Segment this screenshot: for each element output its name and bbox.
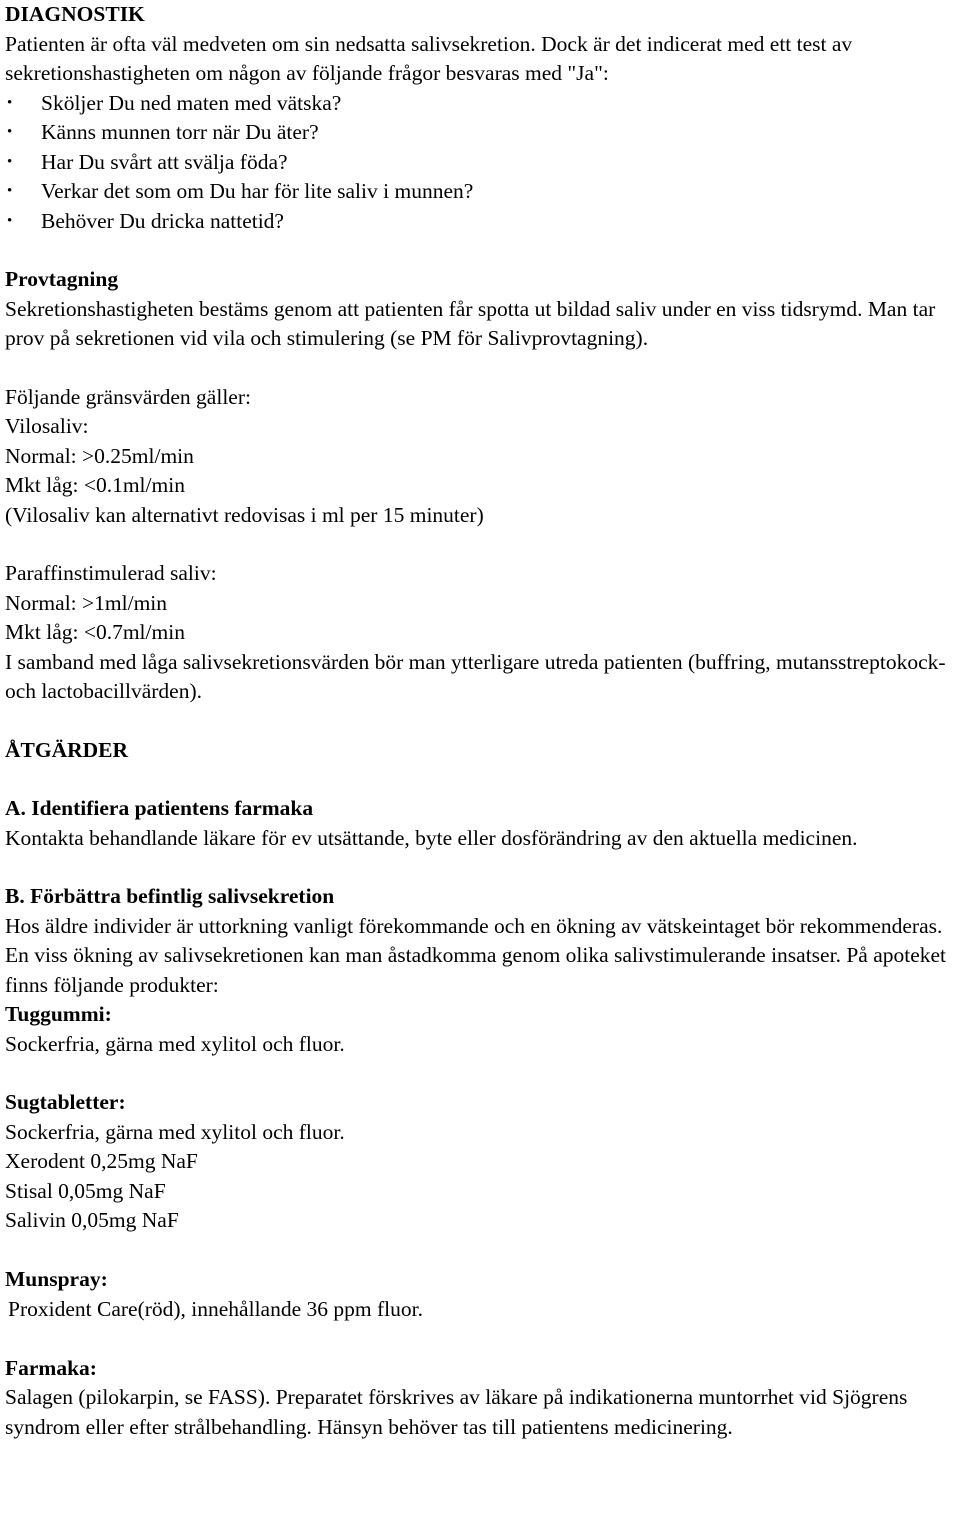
followup-text: I samband med låga salivsekretionsvärden bör man ytterligare utreda patienten (buffring, mutansstreptokock- och lactobacillvärden). <box>5 649 946 703</box>
paraffin-normal: Normal: >1ml/min <box>5 590 168 615</box>
question-text: Behöver Du dricka nattetid? <box>41 208 284 233</box>
tuggummi-text: Sockerfria, gärna med xylitol och fluor. <box>5 1031 345 1056</box>
paraffin-low: Mkt låg: <0.7ml/min <box>5 620 185 644</box>
munspray-label: Munspray: <box>5 1267 108 1291</box>
list-item <box>5 148 956 178</box>
spacer <box>5 707 956 736</box>
question-text: Känns munnen torr när Du äter? <box>41 120 319 144</box>
section-a-heading: A. Identifiera patientens farmaka <box>5 796 314 820</box>
section-b-text-2: En viss ökning av salivsekretionen kan man åstadkomma genom olika salivstimulerande insatser. På apoteket finns följande produkter: <box>5 943 947 997</box>
list-item <box>5 118 956 148</box>
section-b-heading: B. Förbättra befintlig salivsekretion <box>5 884 335 908</box>
atgarder-heading: ÅTGÄRDER <box>5 737 129 762</box>
farmaka-text: Salagen (pilokarpin, se FASS). Preparatet förskrives av läkare på indikationerna muntorrhet vid Sjögrens syndrom eller efter strålbehandling. Hänsyn behöver tas till patientens medicinering. <box>5 1385 908 1439</box>
spacer <box>5 354 956 383</box>
vilosaliv-label: Vilosaliv: <box>5 414 89 438</box>
bullet-icon: • <box>7 212 13 229</box>
diagnostik-heading: DIAGNOSTIK <box>5 2 145 26</box>
bullet-icon: • <box>7 183 13 199</box>
spacer <box>5 1059 956 1088</box>
question-list <box>5 89 956 237</box>
question-text: Verkar det som om Du har för lite saliv i munnen? <box>41 179 474 203</box>
spacer <box>5 765 956 794</box>
diagnostik-intro: Patienten är ofta väl medveten om sin nedsatta salivsekretion. Dock är det indicerat med ett test av sekretionshastigheten om någon av följande frågor besvaras med "Ja": <box>5 31 853 85</box>
bullet-icon: • <box>7 94 13 111</box>
spacer <box>5 1236 956 1266</box>
spacer <box>5 236 956 265</box>
product-item: Xerodent 0,25mg NaF <box>5 1149 198 1173</box>
tuggummi-label: Tuggummi: <box>5 1002 112 1026</box>
provtagning-heading: Provtagning <box>5 267 119 291</box>
munspray-text: Proxident Care(röd), innehållande 36 ppm fluor. <box>8 1296 423 1321</box>
farmaka-label: Farmaka: <box>5 1355 97 1380</box>
list-item <box>5 89 956 119</box>
product-item: Stisal 0,05mg NaF <box>5 1178 166 1203</box>
section-a-text: Kontakta behandlande läkare för ev utsättande, byte eller dosförändring av den aktuella medicinen. <box>5 825 858 850</box>
sugtabletter-text: Sockerfria, gärna med xylitol och fluor. <box>5 1119 345 1144</box>
vilosaliv-normal: Normal: >0.25ml/min <box>5 443 194 468</box>
spacer <box>5 530 956 559</box>
spacer <box>5 1324 956 1354</box>
section-b-text-1: Hos äldre individer är uttorkning vanligt förekommande och en ökning av vätskeintaget bör rekommenderas. <box>5 913 943 938</box>
question-text: Har Du svårt att svälja föda? <box>41 149 288 174</box>
list-item <box>5 207 956 237</box>
vilosaliv-note: (Vilosaliv kan alternativt redovisas i ml per 15 minuter) <box>5 502 484 527</box>
product-item: Salivin 0,05mg NaF <box>5 1208 179 1232</box>
spacer <box>5 853 956 882</box>
bullet-icon: • <box>7 124 13 140</box>
sugtabletter-label: Sugtabletter: <box>5 1090 126 1114</box>
paraffin-label: Paraffinstimulerad saliv: <box>5 561 217 585</box>
question-text: Sköljer Du ned maten med vätska? <box>41 90 342 115</box>
limits-intro: Följande gränsvärden gäller: <box>5 384 251 409</box>
bullet-icon: • <box>7 153 13 170</box>
list-item <box>5 177 956 207</box>
vilosaliv-low: Mkt låg: <0.1ml/min <box>5 473 185 497</box>
provtagning-text: Sekretionshastigheten bestäms genom att patienten får spotta ut bildad saliv under en viss tidsrymd. Man tar prov på sekretionen vid vila och stimulering (se PM för Salivprovtagning). <box>5 296 936 350</box>
